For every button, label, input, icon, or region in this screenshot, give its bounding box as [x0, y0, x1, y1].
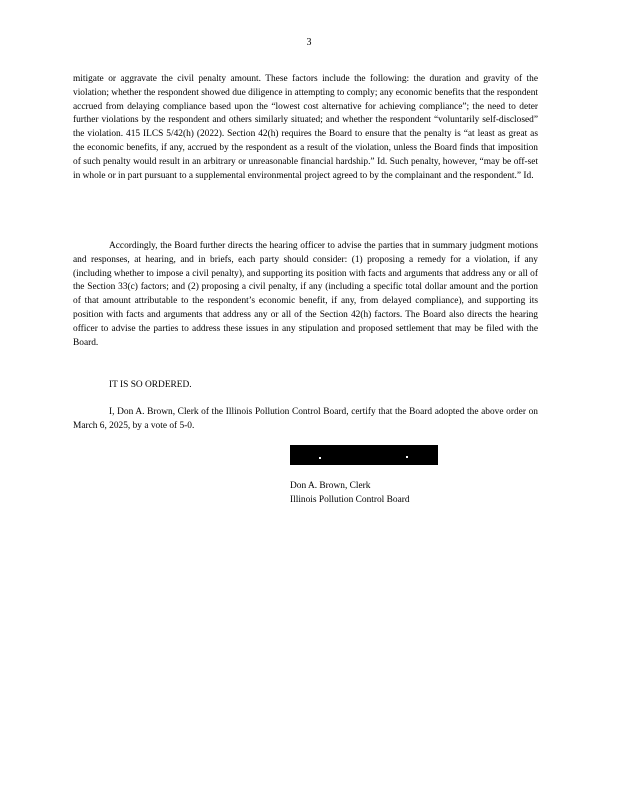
hearing-directions-paragraph: Accordingly, the Board further directs the hearing officer to advise the parties that in summary judgment motions and responses, at hearing, and in briefs, each party should consider: (1) proposing a remedy for a violation, if any (including whether to impose a civil penalty), and supporting its position with facts and arguments that address any or all of the Section 33(c) factors; and (2) proposing a civil penalty, if any (including a specific total dollar amount and the portion of that amount attributable to the respondent’s economic benefit, if any, from delayed compliance), and supporting its position with facts and arguments that address any or all of the Section 42(h) factors. The Board also directs the hearing officer to advise the parties to address these issues in any stipulation and proposed settlement that may be filed with the Board. [73, 241, 538, 348]
clerk-certification-paragraph: I, Don A. Brown, Clerk of the Illinois Pollution Control Board, certify that the Board adopted the above order on March 6, 2025, by a vote of 5-0. [73, 407, 538, 431]
signature-block [290, 480, 410, 508]
page-number: 3 [306, 37, 312, 48]
so-ordered-line: IT IS SO ORDERED. [109, 380, 192, 390]
board-name: Illinois Pollution Control Board [290, 494, 410, 505]
penalty-factors-paragraph: mitigate or aggravate the civil penalty amount. These factors include the following: the duration and gravity of the violation; whether the respondent showed due diligence in attempting to comply; any economic benefits that the respondent accrued from delaying compliance based upon the “lowest cost alternative for achieving compliance”; the need to deter further violations by the respondent and others similarly situated; and whether the respondent “voluntarily self-disclosed” the violation. 415 ILCS 5/42(h) (2022). Section 42(h) requires the Board to ensure that the penalty is “at least as great as the economic benefits, if any, accrued by the respondent as a result of the violation, unless the Board finds that imposition of such penalty would result in an arbitrary or unreasonable financial hardship.” Id. Such penalty, however, “may be off-set in whole or in part pursuant to a supplemental environmental project agreed to by the complainant and the respondent.” Id. [73, 74, 538, 181]
clerk-name: Don A. Brown, Clerk [290, 481, 371, 491]
signature-mark [319, 457, 321, 459]
redacted-signature [290, 445, 438, 465]
signature-mark [406, 456, 408, 458]
